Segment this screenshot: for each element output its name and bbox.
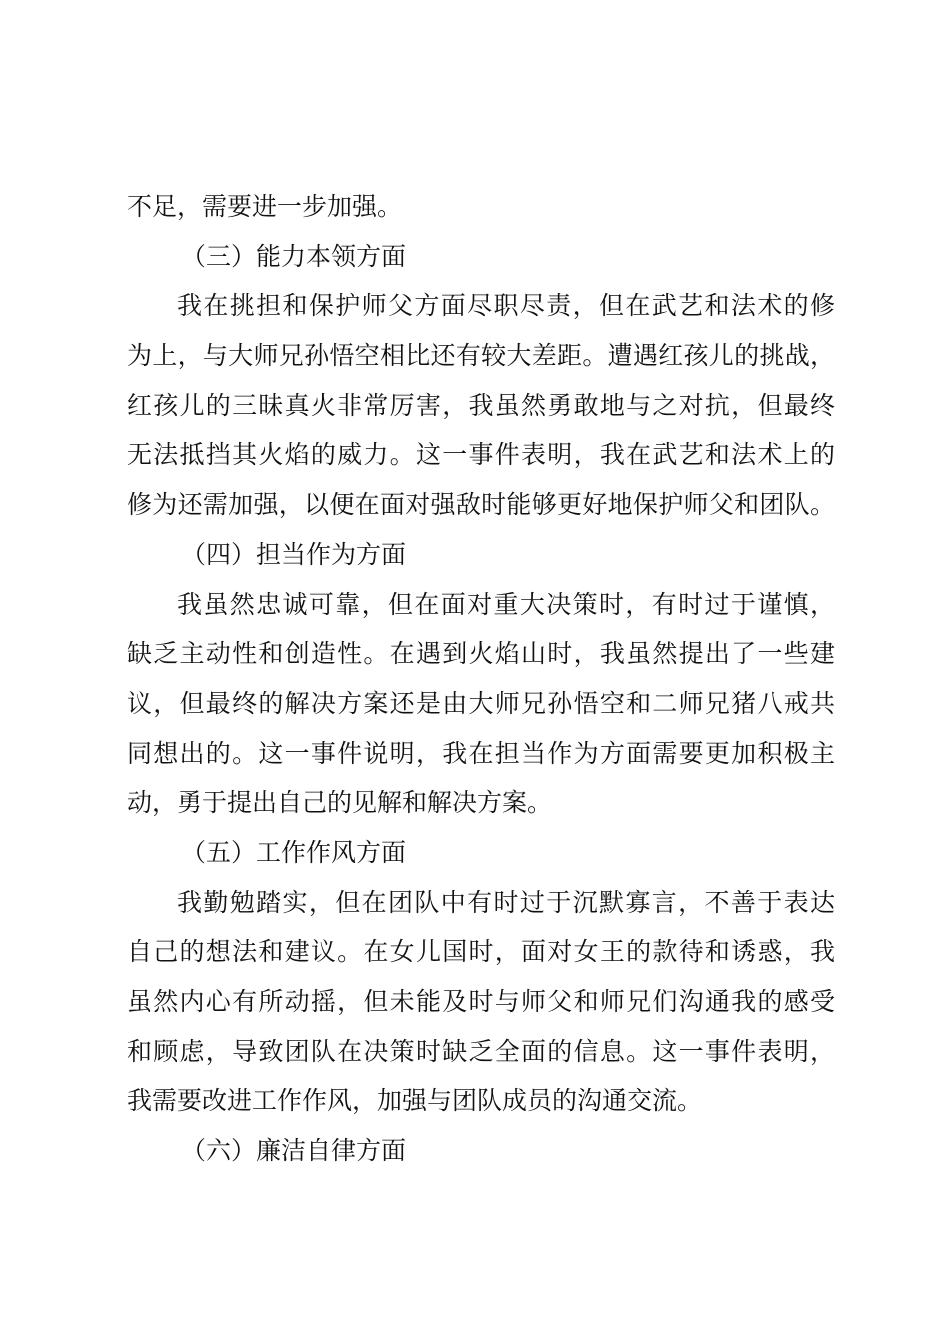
paragraph-line: 我勤勉踏实，但在团队中有时过于沉默寡言，不善于表达 [177,887,835,917]
paragraph-line: 不足，需要进一步加强。 [127,192,403,221]
section-heading-work-style: （五）工作作风方面 [181,837,407,867]
paragraph-line: 自己的想法和建议。在女儿国时，面对女王的款待和诱惑，我 [127,937,835,967]
paragraph-line: 我在挑担和保护师父方面尽职尽责，但在武艺和法术的修 [177,291,835,321]
paragraph-line: 红孩儿的三昧真火非常厉害，我虽然勇敢地与之对抗，但最终 [127,390,835,420]
paragraph-line: 和顾虑，导致团队在决策时缺乏全面的信息。这一事件表明， [127,1036,835,1066]
section-heading-integrity: （六）廉洁自律方面 [181,1136,407,1166]
paragraph-line: 我虽然忠诚可靠，但在面对重大决策时，有时过于谨慎， [177,589,835,619]
section-heading-ability: （三）能力本领方面 [181,241,407,271]
paragraph-line: 缺乏主动性和创造性。在遇到火焰山时，我虽然提出了一些建 [127,639,835,669]
paragraph-line: 动，勇于提出自己的见解和解决方案。 [127,788,553,818]
paragraph-line: 修为还需加强，以便在面对强敌时能够更好地保护师父和团队。 [127,490,835,520]
paragraph-line: 同想出的。这一事件说明，我在担当作为方面需要更加积极主 [127,738,835,768]
document-body [127,182,835,1176]
paragraph-line: 议，但最终的解决方案还是由大师兄孙悟空和二师兄猪八戒共 [127,688,835,718]
paragraph-line: 为上，与大师兄孙悟空相比还有较大差距。遭遇红孩儿的挑战， [127,341,835,371]
paragraph-line: 虽然内心有所动摇，但未能及时与师父和师兄们沟通我的感受 [127,987,835,1016]
section-heading-responsibility: （四）担当作为方面 [181,539,407,569]
paragraph-line: 我需要改进工作作风，加强与团队成员的沟通交流。 [127,1086,703,1116]
paragraph-line: 无法抵挡其火焰的威力。这一事件表明，我在武艺和法术上的 [127,440,835,470]
